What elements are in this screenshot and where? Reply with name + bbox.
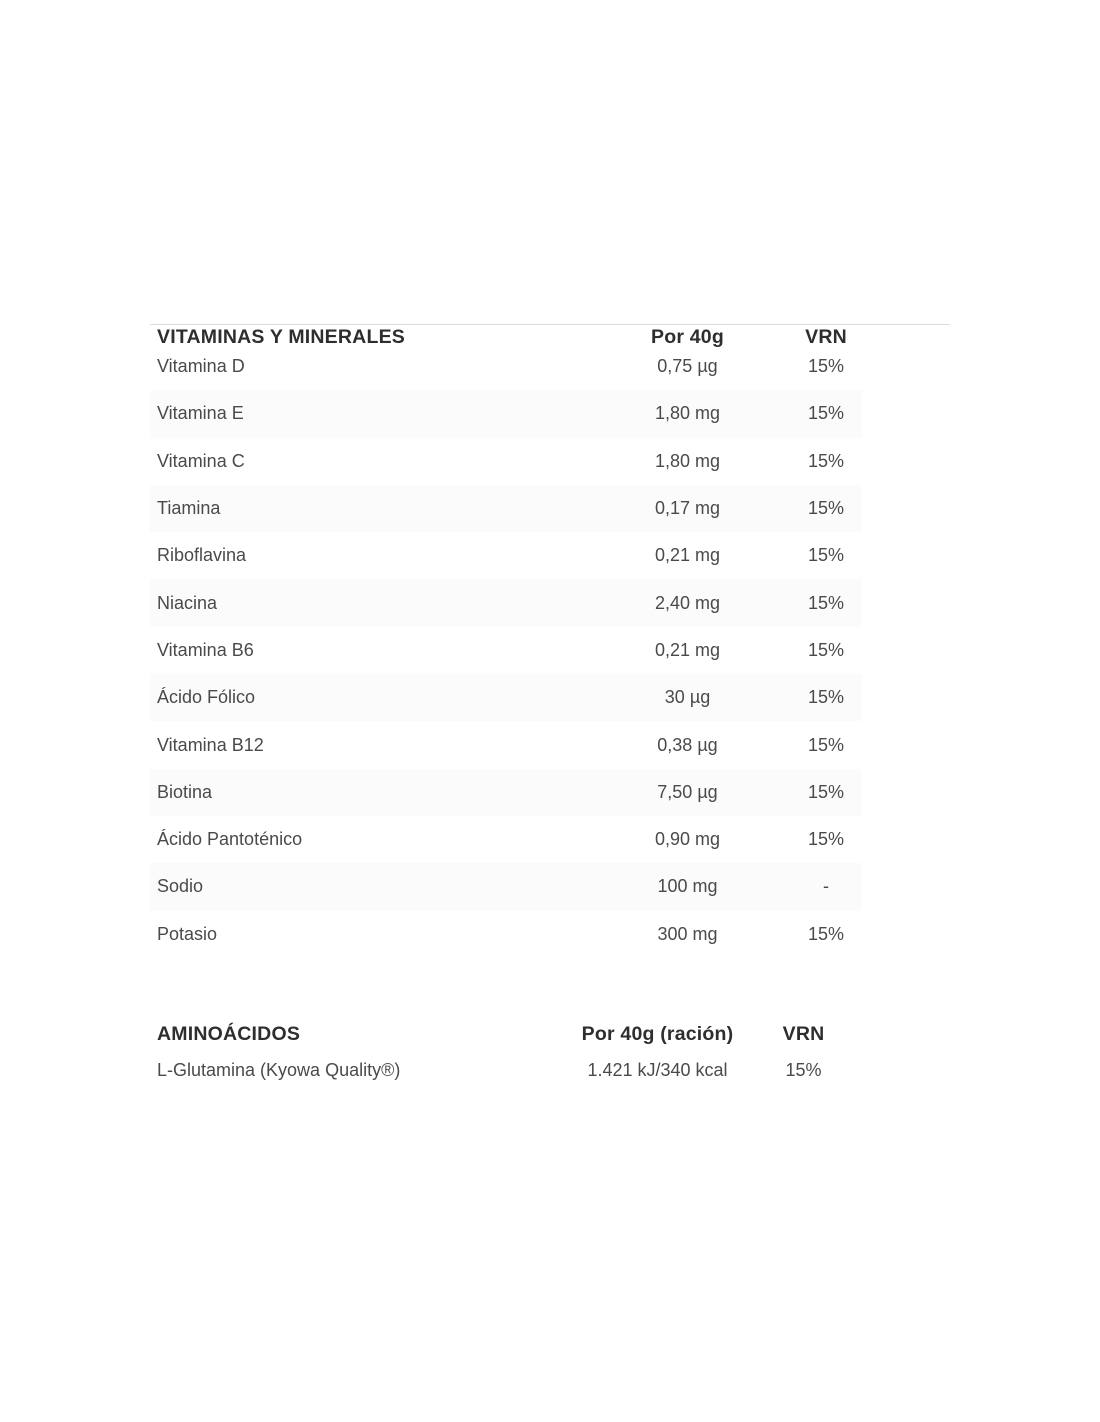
nutrient-vrn: 15%	[790, 769, 862, 816]
nutrient-value: 0,75 µg	[657, 356, 718, 377]
column-header-vrn: VRN	[782, 1022, 825, 1045]
nutrient-vrn: 15%	[807, 734, 845, 755]
vitamins-minerals-table	[150, 325, 862, 964]
nutrient-name: Niacina	[150, 579, 585, 626]
nutrient-vrn: 15%	[807, 923, 845, 944]
column-header-name: AMINOÁCIDOS	[157, 1022, 301, 1045]
table-row	[150, 349, 862, 396]
nutrient-value: 0,21 mg	[654, 545, 721, 566]
nutrient-name: Vitamina D	[157, 356, 245, 377]
table-row	[150, 396, 862, 443]
table-row	[150, 491, 862, 538]
nutrient-vrn: 15%	[785, 1059, 822, 1080]
table-row	[150, 869, 862, 916]
column-header-name: VITAMINAS Y MINERALES	[157, 325, 405, 348]
nutrient-value: 1,80 mg	[585, 390, 790, 437]
nutrient-name: Sodio	[150, 863, 585, 910]
column-header-vrn: VRN	[805, 325, 847, 348]
nutrient-value: 0,21 mg	[654, 639, 721, 660]
nutrient-vrn: 15%	[807, 356, 845, 377]
table-row	[150, 680, 862, 727]
nutrient-value: 0,38 µg	[657, 734, 718, 755]
nutrient-vrn: 15%	[790, 579, 862, 626]
column-header-value: Por 40g	[651, 325, 724, 348]
nutrient-value: 1.421 kJ/340 kcal	[587, 1059, 728, 1080]
nutrient-name: Vitamina C	[157, 450, 245, 471]
table-row	[150, 822, 862, 869]
nutrient-vrn: 15%	[807, 829, 845, 850]
table-row	[150, 775, 862, 822]
table-row	[150, 917, 862, 964]
nutrient-name: Riboflavina	[157, 545, 247, 566]
nutrient-vrn: 15%	[790, 390, 862, 437]
table-row	[150, 444, 862, 491]
table-row	[150, 538, 862, 585]
nutrient-name: Vitamina B6	[157, 639, 254, 660]
nutrient-vrn: 15%	[807, 639, 845, 660]
nutrient-name: Ácido Fólico	[150, 674, 585, 721]
nutrient-name: Potasio	[157, 923, 218, 944]
table-row	[150, 1056, 862, 1096]
table-row	[150, 727, 862, 774]
nutrient-value: 2,40 mg	[585, 579, 790, 626]
table-row	[150, 633, 862, 680]
aminoacids-table	[150, 1012, 862, 1096]
nutrient-vrn: 15%	[790, 674, 862, 721]
nutrient-name: Vitamina B12	[157, 734, 264, 755]
nutrient-vrn: 15%	[807, 450, 845, 471]
column-header-value: Por 40g (ración)	[581, 1022, 734, 1045]
nutrient-name: Tiamina	[150, 485, 585, 532]
nutrient-name: L-Glutamina (Kyowa Quality®)	[157, 1059, 401, 1080]
nutrient-value: 100 mg	[585, 863, 790, 910]
nutrient-vrn: -	[790, 863, 862, 910]
nutrient-value: 300 mg	[657, 923, 718, 944]
nutrient-value: 1,80 mg	[654, 450, 721, 471]
nutrient-name: Vitamina E	[150, 390, 585, 437]
nutrient-vrn: 15%	[807, 545, 845, 566]
nutrient-value: 7,50 µg	[585, 769, 790, 816]
table-row	[150, 585, 862, 632]
nutrient-name: Biotina	[150, 769, 585, 816]
nutrient-vrn: 15%	[790, 485, 862, 532]
nutrient-value: 0,17 mg	[585, 485, 790, 532]
nutrient-value: 0,90 mg	[654, 829, 721, 850]
nutrient-value: 30 µg	[585, 674, 790, 721]
nutrient-name: Ácido Pantoténico	[157, 829, 303, 850]
